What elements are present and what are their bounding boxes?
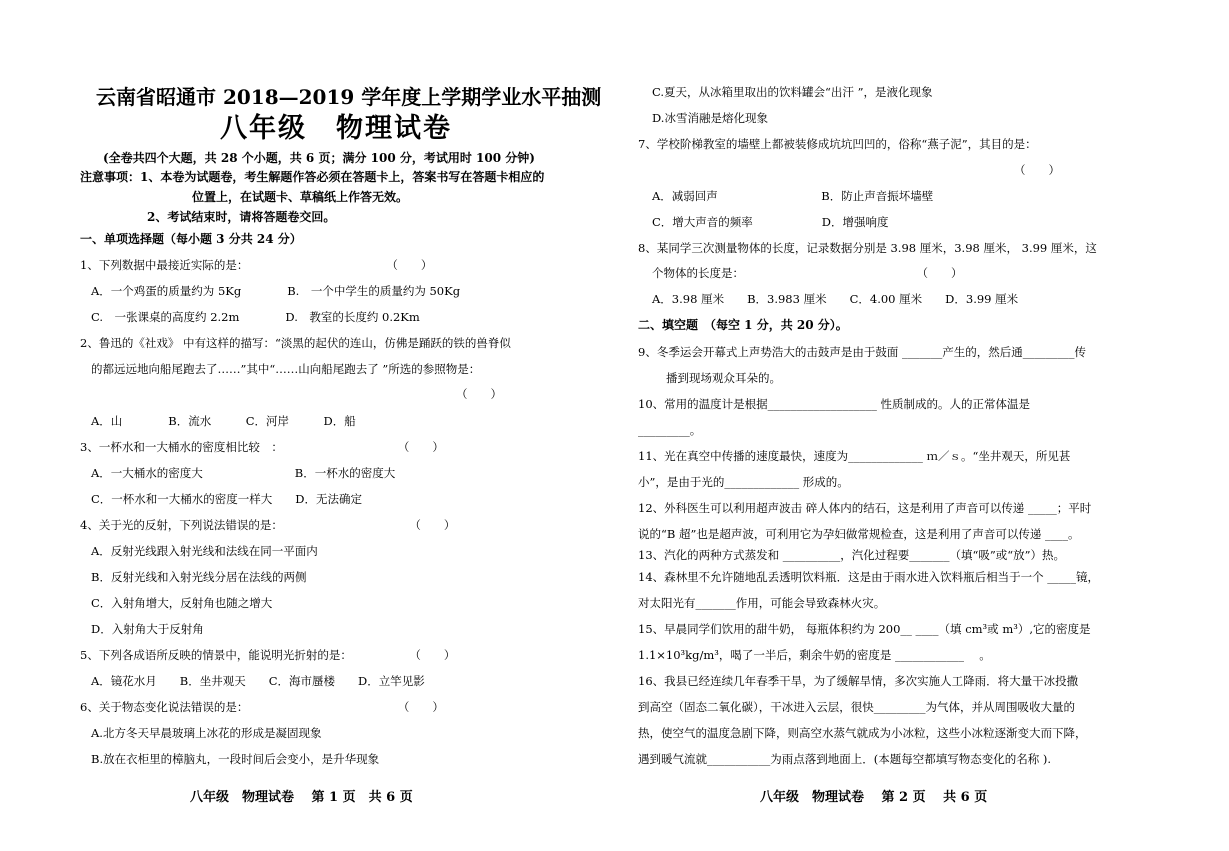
question-12-line-2: 说的“B 超”也是超声波，可利用它为孕妇做常规检查，这是利用了声音可以传递 ____。 bbox=[638, 527, 1080, 541]
left-page bbox=[0, 0, 614, 851]
question-2-line-2: 的都远远地向船尾跑去了……”其中“……山向船尾跑去了 ”所选的参照物是： bbox=[91, 362, 481, 376]
exam-info: (全卷共四个大题，共 28 个小题，共 6 页；满分 100 分，考试用时 100 分钟) bbox=[103, 151, 535, 165]
question-6-option-a: A.北方冬天早晨玻璃上冰花的形成是凝固现象 bbox=[91, 726, 322, 740]
question-7-line-1: 7、学校阶梯教室的墙壁上都被装修成坑坑凹凹的，俗称“燕子泥”，其目的是： bbox=[638, 137, 1037, 151]
question-9-line-1: 9、冬季运会开幕式上声势浩大的击鼓声是由于鼓面 _______产生的，然后通_________传 bbox=[638, 345, 1086, 359]
question-15-line-2: 1.1×10³kg/m³，喝了一半后，剩余牛奶的密度是 ____________ 。 bbox=[638, 648, 991, 662]
question-7-options-ab: A．减弱回声 B．防止声音振坏墙壁 bbox=[652, 189, 934, 203]
question-12-line-1: 12、外科医生可以利用超声波击 碎人体内的结石，这是利用了声音可以传递 _____；平时 bbox=[638, 501, 1092, 515]
question-2-answer-bracket: （ ） bbox=[456, 387, 502, 401]
right-page bbox=[614, 0, 1229, 851]
question-8-line-2: 个物体的长度是： （ ） bbox=[652, 266, 963, 280]
question-4: 4、关于光的反射，下列说法错误的是： （ ） bbox=[80, 518, 456, 532]
question-6-option-b: B.放在衣柜里的樟脑丸，一段时间后会变小，是升华现象 bbox=[91, 752, 380, 766]
question-3-options-cd: C．一杯水和一大桶水的密度一样大 D．无法确定 bbox=[91, 492, 363, 506]
section-1-heading: 一、单项选择题（每小题 3 分共 24 分） bbox=[80, 232, 302, 246]
page-1-footer: 八年级 物理试卷 第 1 页 共 6 页 bbox=[190, 790, 413, 805]
question-1-options-ab: A．一个鸡蛋的质量约为 5Kg B. 一个中学生的质量约为 50Kg bbox=[91, 284, 461, 298]
question-16-line-4: 遇到暖气流就___________为雨点落到地面上．(本题每空都填写物态变化的名称 ). bbox=[638, 752, 1052, 766]
question-1-options-cd: C. 一张课桌的高度约 2.2m D. 教室的长度约 0.2Km bbox=[91, 310, 420, 324]
section-2-heading: 二、填空题 （每空 1 分，共 20 分）。 bbox=[638, 318, 848, 332]
question-7-answer-bracket: （ ） bbox=[1014, 163, 1060, 177]
question-6: 6、关于物态变化说法错误的是： （ ） bbox=[80, 700, 444, 714]
notice-line-3: 2、考试结束时，请将答题卷交回。 bbox=[147, 210, 336, 224]
question-14-line-2: 对太阳光有_______作用，可能会导致森林火灾。 bbox=[638, 596, 886, 610]
question-8-line-1: 8、某同学三次测量物体的长度，记录数据分别是 3.98 厘米，3.98 厘米， 3.99 厘米，这 bbox=[638, 241, 1097, 255]
question-14-line-1: 14、森林里不允许随地乱丢透明饮料瓶．这是由于雨水进入饮料瓶后相当于一个 _____镜， bbox=[638, 570, 1100, 584]
question-4-option-a: A．反射光线跟入射光线和法线在同一平面内 bbox=[91, 544, 318, 558]
notice-line-1: 注意事项：1、本卷为试题卷，考生解题作答必须在答题卡上，答案书写在答题卡相应的 bbox=[80, 170, 545, 184]
question-6-option-d: D.冰雪消融是熔化现象 bbox=[652, 111, 768, 125]
notice-line-2: 位置上，在试题卡、草稿纸上作答无效。 bbox=[192, 190, 409, 204]
question-5: 5、下列各成语所反映的情景中，能说明光折射的是： （ ） bbox=[80, 648, 456, 662]
question-4-option-d: D．入射角大于反射角 bbox=[91, 622, 204, 636]
question-4-option-b: B．反射光线和入射光线分居在法线的两侧 bbox=[91, 570, 307, 584]
question-15-line-1: 15、早晨同学们饮用的甜牛奶， 每瓶体积约为 200__ ____（填 cm³或 m³）,它的密度是 bbox=[638, 622, 1091, 636]
page-2-footer: 八年级 物理试卷 第 2 页 共 6 页 bbox=[760, 790, 988, 805]
question-16-line-1: 16、我县已经连续几年春季干旱，为了缓解旱情，多次实施人工降雨．将大量干冰投撒 bbox=[638, 674, 1079, 688]
question-7-options-cd: C．增大声音的频率 D．增强响度 bbox=[652, 215, 889, 229]
question-11-line-1: 11、光在真空中传播的速度最快，速度为_____________ ｍ／ｓ。“坐井观天，所见甚 bbox=[638, 449, 1071, 463]
question-9-line-2: 播到现场观众耳朵的。 bbox=[666, 371, 781, 385]
exam-title-grade: 八年级 物理试卷 bbox=[220, 113, 452, 144]
question-10-line-1: 10、常用的温度计是根据___________________ 性质制成的。人的正常体温是 bbox=[638, 397, 1031, 411]
question-1: 1、下列数据中最接近实际的是： （ ） bbox=[80, 258, 433, 272]
question-11-line-2: 小”，是由于光的_____________ 形成的。 bbox=[638, 475, 849, 489]
question-10-line-2: _________。 bbox=[638, 423, 702, 437]
question-4-option-c: C．入射角增大，反射角也随之增大 bbox=[91, 596, 273, 610]
question-3: 3、一杯水和一大桶水的密度相比较 ： （ ） bbox=[80, 440, 444, 454]
question-5-options: A．镜花水月 B．坐井观天 C．海市蜃楼 D．立竿见影 bbox=[91, 674, 425, 688]
question-8-options: A．3.98 厘米 B．3.983 厘米 C．4.00 厘米 D．3.99 厘米 bbox=[652, 292, 1019, 306]
question-13: 13、汽化的两种方式蒸发和 __________，汽化过程要_______（填“吸”或“放”）热。 bbox=[638, 548, 1066, 562]
question-16-line-3: 热，使空气的温度急剧下降，则高空水蒸气就成为小冰粒，这些小冰粒逐渐变大而下降， bbox=[638, 726, 1087, 740]
question-2-line-1: 2、鲁迅的《社戏》 中有这样的描写：“淡黑的起伏的连山，仿佛是踊跃的铁的兽脊似 bbox=[80, 336, 511, 350]
exam-title-region: 云南省昭通市 2018—2019 学年度上学期学业水平抽测 bbox=[96, 85, 602, 109]
question-2-options: A．山 B．流水 C．河岸 D．船 bbox=[91, 414, 356, 428]
question-6-option-c: C.夏天，从冰箱里取出的饮料罐会“出汗 ”，是液化现象 bbox=[652, 85, 933, 99]
question-3-options-ab: A．一大桶水的密度大 B．一杯水的密度大 bbox=[91, 466, 396, 480]
question-16-line-2: 到高空（固态二氧化碳），干冰进入云层，很快_________为气体，并从周围吸收大量的 bbox=[638, 700, 1075, 714]
